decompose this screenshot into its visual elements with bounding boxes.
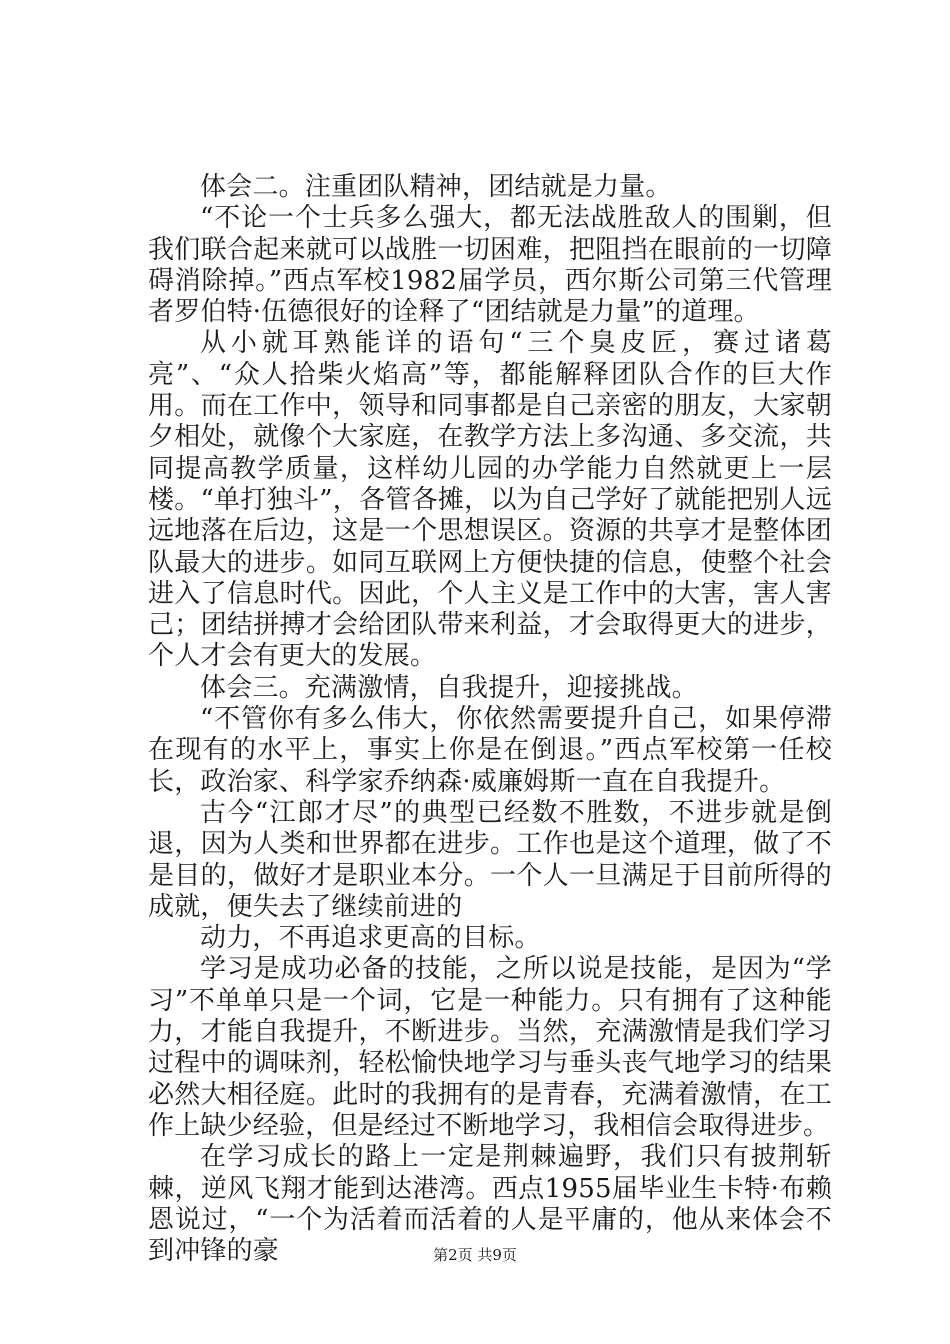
heading-insight-two: 体会二。注重团队精神，团结就是力量。	[200, 172, 672, 202]
document-body	[148, 172, 832, 1267]
paragraph: 古今“江郎才尽”的典型已经数不胜数，不进步就是倒退，因为人类和世界都在进步。工作也是这个道理，做了不是目的，做好才是职业本分。一个人一旦满足于目前所得的成就，便失去了继续前进的	[148, 797, 832, 922]
heading-insight-three: 体会三。充满激情，自我提升，迎接挑战。	[200, 672, 698, 703]
paragraph: 学习是成功必备的技能，之所以说是技能，是因为“学习”不单单只是一个词，它是一种能力。只有拥有了这种能力，才能自我提升，不断进步。当然，充满激情是我们学习过程中的调味剂，轻松愉快地学习与垂头丧气地学习的结果必然大相径庭。此时的我拥有的是青春，充满着激情，在工作上缺少经验，但是经过不断地学习，我相信会取得进步。	[148, 954, 832, 1141]
paragraph: 从小就耳熟能详的语句“三个臭皮匠，赛过诸葛亮”、“众人拾柴火焰高”等，都能解释团队合作的巨大作用。而在工作中，领导和同事都是自己亲密的朋友，大家朝夕相处，就像个大家庭，在教学方法上多沟通、多交流，共同提高教学质量，这样幼儿园的办学能力自然就更上一层楼。“单打独斗”，各管各摊，以为自己学好了就能把别人远远地落在后边，这是一个思想误区。资源的共享才是整体团队最大的进步。如同互联网上方便快捷的信息，使整个社会进入了信息时代。因此，个人主义是工作中的大害，害人害己；团结拼搏才会给团队带来利益，才会取得更大的进步，个人才会有更大的发展。	[148, 328, 832, 672]
paragraph: 在学习成长的路上一定是荆棘遍野，我们只有披荆斩棘，逆风飞翔才能到达港湾。西点1955届毕业生卡特·布赖恩说过，“一个为活着而活着的人是平庸的，他从来体会不到冲锋的豪	[148, 1142, 832, 1267]
paragraph: 动力，不再追求更高的目标。	[200, 923, 541, 954]
paragraph: “不论一个士兵多么强大，都无法战胜敌人的围剿，但我们联合起来就可以战胜一切困难，把阻挡在眼前的一切障碍消除掉。”西点军校1982届学员，西尔斯公司第三代管理者罗伯特·伍德很好的诠释了“团结就是力量”的道理。	[148, 203, 832, 328]
paragraph: “不管你有多么伟大，你依然需要提升自己，如果停滞在现有的水平上，事实上你是在倒退。”西点军校第一任校长，政治家、科学家乔纳森·威廉姆斯一直在自我提升。	[148, 704, 832, 797]
page-number-footer: 第2页 共9页	[433, 1246, 517, 1264]
